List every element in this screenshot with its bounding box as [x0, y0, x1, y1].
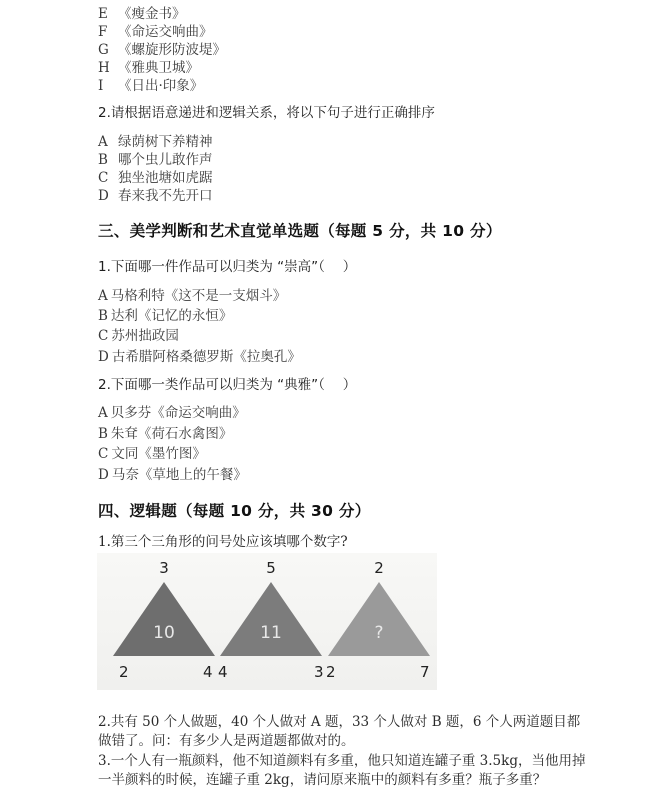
- list-item-f: [98, 23, 213, 41]
- question-prompt: 1.下面哪一件作品可以归类为 “崇高”（ ）: [98, 259, 357, 275]
- option-letter: C: [98, 446, 109, 462]
- option-text: 马格利特《这不是一支烟斗》: [110, 288, 287, 304]
- triangle-left-number: 2: [119, 663, 129, 681]
- option-letter: A: [98, 288, 108, 304]
- option-text: 春来我不先开口: [118, 188, 213, 204]
- triangle-center-number: 10: [153, 623, 175, 643]
- question-prompt: 1.第三个三角形的问号处应该填哪个数字?: [98, 534, 348, 550]
- option-letter: D: [98, 349, 109, 365]
- option-a: [98, 287, 286, 305]
- triangle-puzzle-figure: [97, 553, 437, 690]
- option-letter: B: [98, 426, 108, 442]
- option-a: [98, 404, 246, 422]
- section-heading: 四、逻辑题（每题 10 分，共 30 分）: [98, 502, 371, 520]
- triangle-center-question-mark: ?: [374, 623, 384, 643]
- option-letter: I: [98, 78, 104, 94]
- option-text: 《命运交响曲》: [118, 24, 213, 40]
- question-prompt: 2.请根据语意递进和逻辑关系，将以下句子进行正确排序: [98, 105, 435, 121]
- triangle-top-number: 3: [159, 559, 169, 577]
- option-letter: E: [98, 6, 108, 22]
- option-text: 哪个虫儿敢作声: [118, 152, 213, 168]
- triangle-center-number: 11: [260, 623, 282, 643]
- section-heading: 三、美学判断和艺术直觉单选题（每题 5 分，共 10 分）: [98, 222, 502, 240]
- option-text: 《日出·印象》: [118, 78, 204, 94]
- triangle-right-number: 3: [314, 663, 324, 681]
- triangle-left-number: 2: [326, 663, 336, 681]
- option-letter: B: [98, 152, 108, 168]
- triangle-top-number: 5: [266, 559, 276, 577]
- option-b: [98, 425, 232, 443]
- option-letter: D: [98, 467, 109, 483]
- question-prompt: 2.下面哪一类作品可以归类为 “典雅”（ ）: [98, 377, 357, 393]
- option-text: 独坐池塘如虎踞: [118, 170, 213, 186]
- triangle-shape: [216, 580, 326, 658]
- option-letter: G: [98, 42, 109, 58]
- option-letter: C: [98, 170, 109, 186]
- option-letter: A: [98, 134, 108, 150]
- option-d: [98, 187, 213, 205]
- list-item-h: [98, 59, 199, 77]
- option-text: 苏州拙政园: [111, 328, 179, 344]
- option-text: 贝多芬《命运交响曲》: [110, 405, 246, 421]
- triangle-right-number: 4: [203, 663, 213, 681]
- option-d: [98, 466, 247, 484]
- triangle-right-number: 7: [420, 663, 430, 681]
- option-b: [98, 307, 232, 325]
- option-text: 马奈《草地上的午餐》: [111, 467, 247, 483]
- triangle-shape: [324, 580, 434, 658]
- list-item-g: [98, 41, 226, 59]
- triangle-3: [324, 553, 434, 690]
- list-item-e: [98, 5, 186, 23]
- option-text: 《雅典卫城》: [118, 60, 199, 76]
- option-a: [98, 133, 213, 151]
- triangle-1: [109, 553, 219, 690]
- option-text: 古希腊阿格桑德罗斯《拉奥孔》: [111, 349, 301, 365]
- option-text: 《螺旋形防波堤》: [118, 42, 226, 58]
- option-text: 达利《记忆的永恒》: [110, 308, 233, 324]
- option-letter: B: [98, 308, 108, 324]
- triangle-2: [216, 553, 326, 690]
- option-letter: F: [98, 24, 108, 40]
- option-text: 文同《墨竹图》: [111, 446, 206, 462]
- option-letter: H: [98, 60, 110, 76]
- option-letter: D: [98, 188, 109, 204]
- option-letter: C: [98, 328, 109, 344]
- option-text: 《瘦金书》: [118, 6, 186, 22]
- option-text: 绿荫树下养精神: [118, 134, 213, 150]
- option-c: [98, 445, 206, 463]
- option-letter: A: [98, 405, 108, 421]
- option-c: [98, 327, 179, 345]
- option-c: [98, 169, 213, 187]
- option-d: [98, 348, 301, 366]
- option-text: 朱耷《荷石水禽图》: [110, 426, 233, 442]
- question-3-text: 3.一个人有一瓶颜料，他不知道颜料有多重，他只知道连罐子重 3.5kg，当他用掉一半颜料的时候，连罐子重 2kg，请问原来瓶中的颜料有多重？瓶子多重？: [98, 753, 586, 788]
- triangle-top-number: 2: [374, 559, 384, 577]
- question-2-text: 2.共有 50 个人做题，40 个人做对 A 题，33 个人做对 B 题，6 个人两道题目都做错了。问：有多少人是两道题都做对的。: [98, 714, 581, 749]
- list-item-i: [98, 77, 203, 95]
- option-b: [98, 151, 213, 169]
- triangle-left-number: 4: [218, 663, 228, 681]
- triangle-shape: [109, 580, 219, 658]
